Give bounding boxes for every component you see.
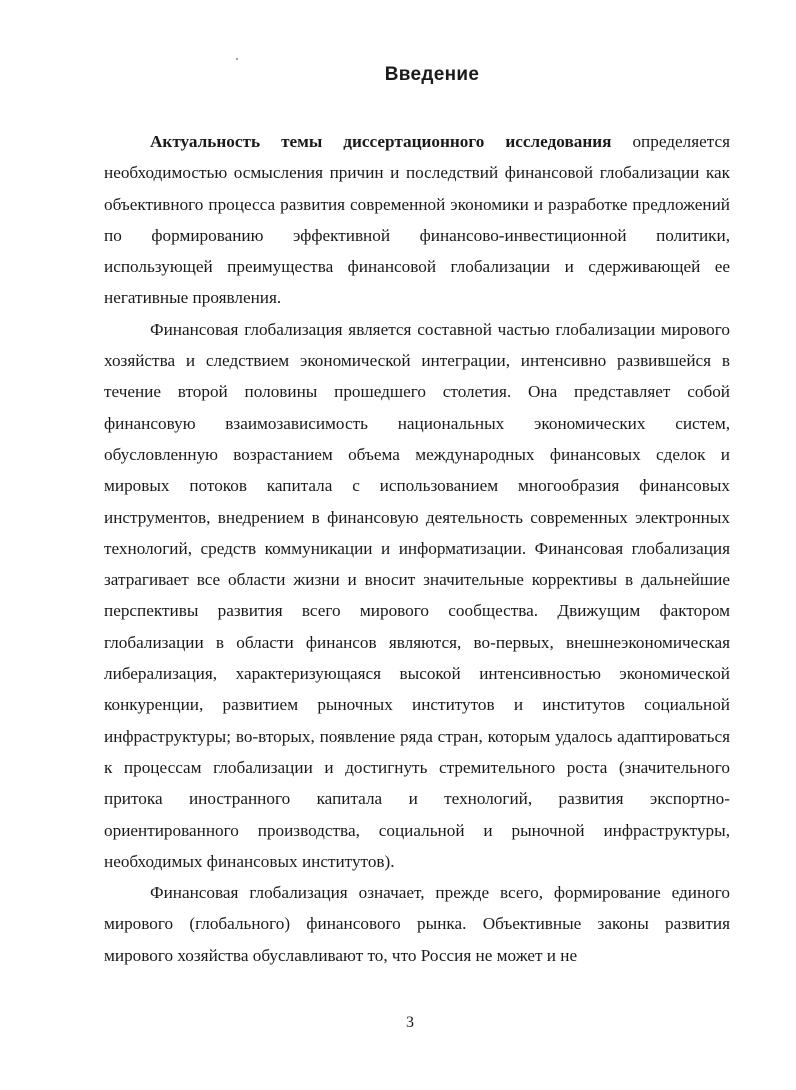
- scan-speck: [236, 58, 238, 60]
- page-number: 3: [406, 1014, 414, 1031]
- page-title: Введение: [384, 64, 480, 85]
- document-body: [104, 126, 730, 971]
- paragraph-3: [104, 877, 730, 971]
- paragraph-1: [104, 126, 730, 314]
- paragraph-1-lead: Актуальность темы диссертационного исследования: [150, 132, 612, 151]
- paragraph-2: [104, 314, 730, 877]
- paragraph-1-text: определяется необходимостью осмысления причин и последствий финансовой глобализации как объективного процесса развития современной экономики и разработке предложений по формированию эффективной финансово-инвестиционной политики, использующей преимущества финансовой глобализации и сдерживающей ее негативные проявления.: [104, 132, 730, 308]
- paragraph-3-text: Финансовая глобализация означает, прежде всего, формирование единого мирового (глобального) финансового рынка. Объективные законы развития мирового хозяйства обуславливают то, что Россия не может и не: [104, 883, 730, 965]
- paragraph-2-text: Финансовая глобализация является составной частью глобализации мирового хозяйства и следствием экономической интеграции, интенсивно развившейся в течение второй половины прошедшего столетия. Она представляет собой финансовую взаимозависимость национальных экономических систем, обусловленную возрастанием объема международных финансовых сделок и мировых потоков капитала с использованием многообразия финансовых инструментов, внедрением в финансовую деятельность современных электронных технологий, средств коммуникации и информатизации. Финансовая глобализация затрагивает все области жизни и вносит значительные коррективы в дальнейшие перспективы развития всего мирового сообщества. Движущим фактором глобализации в области финансов являются, во-первых, внешнеэкономическая либерализация, характеризующаяся высокой интенсивностью экономической конкуренции, развитием рыночных институтов и институтов социальной инфраструктуры; во-вторых, появление ряда стран, которым удалось адаптироваться к процессам глобализации и достигнуть стремительного роста (значительного притока иностранного капитала и технологий, развития экспортно-ориентированного производства, социальной и рыночной инфраструктуры, необходимых финансовых институтов).: [104, 319, 730, 871]
